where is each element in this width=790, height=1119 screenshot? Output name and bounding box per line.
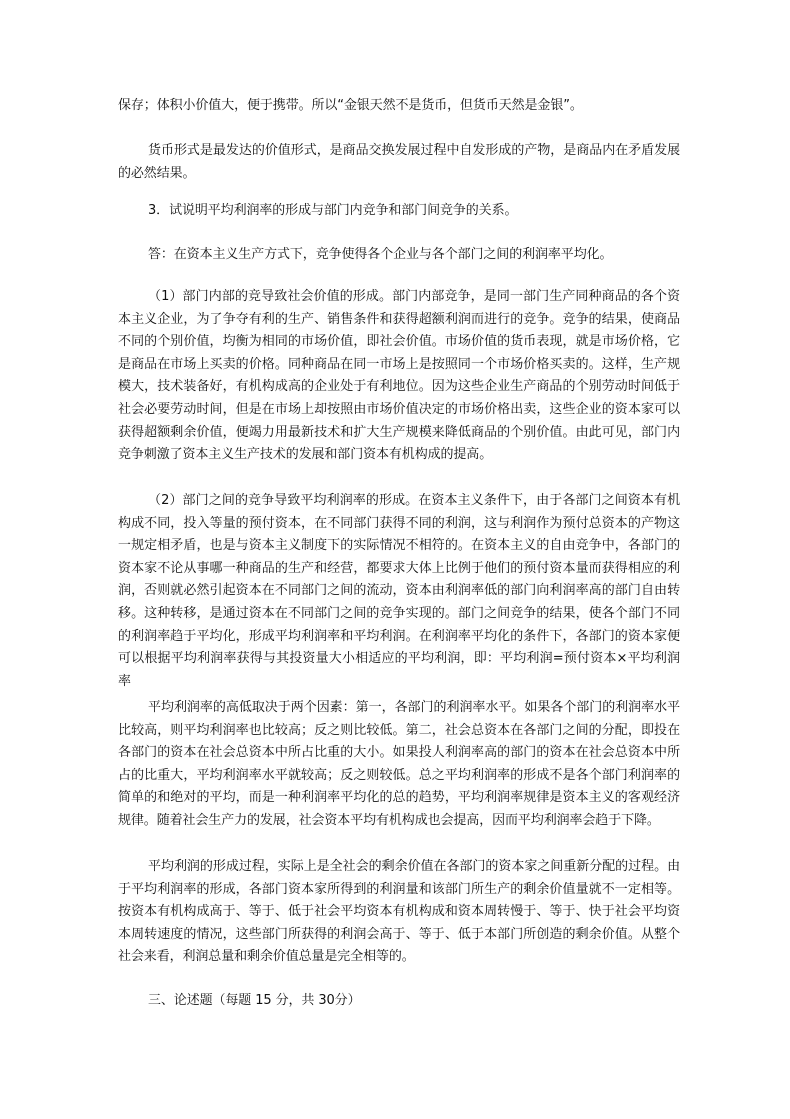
paragraph-inter-sector-competition: （2）部门之间的竞争导致平均利润率的形成。在资本主义条件下，由于各部门之间资本有机构成不同，投入等量的预付资本，在不同部门获得不同的利润，这与利润作为预付总资本的产物这一规定相矛盾，也是与资本主义制度下的实际情况不相符的。在资本主义的自由竞争中，各部门的资本家不论从事哪一种商品的生产和经营，都要求大体上比例于他们的预付资本量而获得相应的利润，否则就必然引起资本在不同部门之间的流动，资本由利润率低的部门向利润率高的部门自由转移。这种转移，是通过资本在不同部门之间的竞争实现的。部门之间竞争的结果，使各个部门不同的利润率趋于平均化，形成平均利润率和平均利润。在利润率平均化的条件下，各部门的资本家便可以根据平均利润率获得与其投资量大小相适应的平均利润，即：平均利润=预付资本×平均利润率 [118, 493, 680, 689]
paragraph-money-form: 货币形式是最发达的价值形式，是商品交换发展过程中自发形成的产物，是商品内在矛盾发展的必然结果。 [118, 143, 680, 181]
section-heading-essay: 三、论述题（每题 15 分，共 30分） [148, 993, 361, 1008]
paragraph-average-profit-formation: 平均利润的形成过程，实际上是全社会的剩余价值在各部门的资本家之间重新分配的过程。由于平均利润率的形成，各部门资本家所得到的利润量和该部门所生产的剩余价值量就不一定相等。按资本有机构成高于、等于、低于社会平均资本有机构成和资本周转慢于、等于、快于社会平均资本周转速度的情况，这些部门所获得的利润会高于、等于、低于本部门所创造的剩余价值。从整个社会来看，利润总量和剩余价值总量是完全相等的。 [118, 859, 680, 965]
paragraph-average-profit-rate-factors: 平均利润率的高低取决于两个因素：第一，各部门的利润率水平。如果各个部门的利润率水平比较高，则平均利润率也比较高；反之则比较低。第二，社会总资本在各部门之间的分配，即投在各部门的资本在社会总资本中所占比重的大小。如果投人利润率高的部门的资本在社会总资本中所占的比重大，平均利润率水平就较高；反之则较低。总之平均利润率的形成不是各个部门利润率的简单的和绝对的平均，而是一种利润率平均化的总的趋势，平均利润率规律是资本主义的客观经济规律。随着社会生产力的发展，社会资本平均有机构成也会提高，因而平均利润率会趋于下降。 [118, 700, 680, 828]
question-3: 3．试说明平均利润率的形成与部门内竞争和部门间竞争的关系。 [148, 203, 518, 218]
paragraph-money-intro: 保存；体积小价值大，便于携带。所以“金银天然不是货币，但货币天然是金银”。 [118, 98, 583, 113]
answer-intro: 答：在资本主义生产方式下，竞争使得各个企业与各个部门之间的利润率平均化。 [148, 247, 613, 262]
paragraph-intra-sector-competition: （1）部门内部的竞导致社会价值的形成。部门内部竞争，是同一部门生产同种商品的各个资本主义企业，为了争夺有利的生产、销售条件和获得超额利润而进行的竞争。竞争的结果，使商品不同的个别价值，均衡为相同的市场价值，即社会价值。市场价值的货币表现，就是市场价格，它是商品在市场上买卖的价格。同种商品在同一市场上是按照同一个市场价格买卖的。这样，生产规模大，技术装备好，有机构成高的企业处于有利地位。因为这些企业生产商品的个别劳动时间低于社会必要劳动时间，但是在市场上却按照由市场价值决定的市场价格出卖，这些企业的资本家可以获得超额剩余价值，便竭力用最新技术和扩大生产规模来降低商品的个别价值。由此可见，部门内竞争刺激了资本主义生产技术的发展和部门资本有机构成的提高。 [118, 289, 680, 463]
